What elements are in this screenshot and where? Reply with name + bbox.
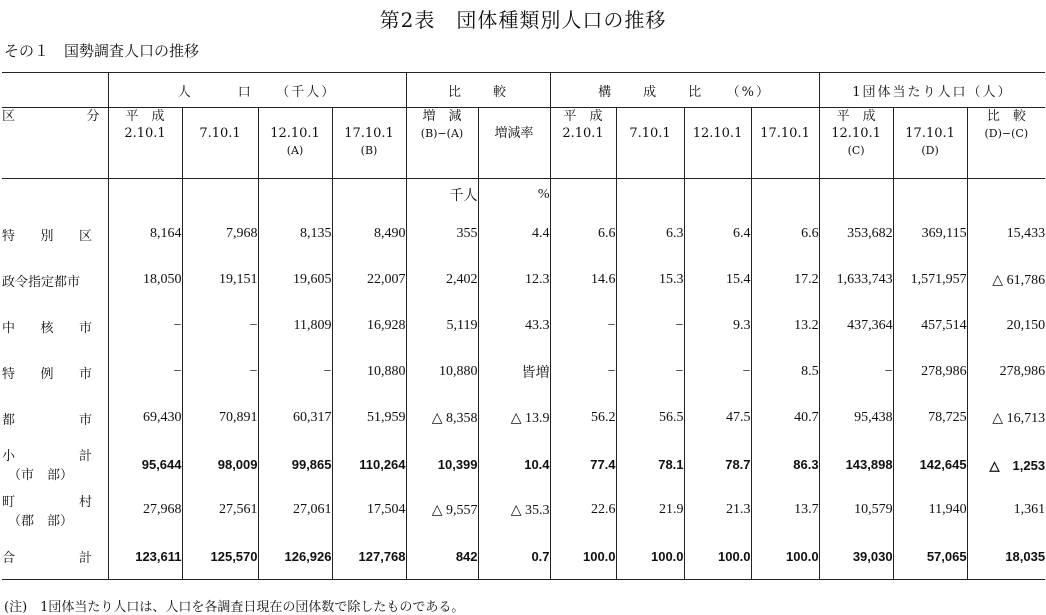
table-cell: 142,645	[893, 441, 967, 487]
group-compare-header: 比 較	[406, 73, 550, 108]
table-cell: −	[182, 303, 258, 349]
row-label: 中 核 市	[2, 303, 108, 349]
table-cell: 10,880	[332, 349, 406, 395]
table-subtitle: その１ 国勢調査人口の推移	[4, 42, 200, 60]
table-cell: 95,644	[108, 441, 182, 487]
table-cell: 22.6	[550, 487, 616, 533]
footnote: (注) 1団体当たり人口は、人口を各調査日現在の団体数で除したものである。	[4, 600, 465, 615]
table-row	[2, 257, 1045, 303]
table-cell: 125,570	[182, 533, 258, 580]
table-cell: 10,880	[406, 349, 478, 395]
table-cell: 355	[406, 211, 478, 257]
table-cell: 0.7	[478, 533, 550, 580]
table-cell: 27,968	[108, 487, 182, 533]
table-cell: 11,940	[893, 487, 967, 533]
unit-cell	[616, 179, 684, 212]
table-cell: 8,490	[332, 211, 406, 257]
row-label: 特 例 市	[2, 349, 108, 395]
table-cell: 99,865	[258, 441, 332, 487]
group-population-header: 人 口 （千人）	[108, 73, 406, 108]
table-cell: △ 9,557	[406, 487, 478, 533]
table-cell: 11,809	[258, 303, 332, 349]
unit-rate: %	[478, 179, 550, 212]
table-row	[2, 441, 1045, 487]
row-label: 都 市	[2, 395, 108, 441]
table-cell: 78.1	[616, 441, 684, 487]
table-cell: 8.5	[751, 349, 819, 395]
unit-cell	[819, 179, 893, 212]
group-ratio-header: 構 成 比 （%）	[550, 73, 819, 108]
table-cell: 47.5	[684, 395, 751, 441]
table-cell: 15.3	[616, 257, 684, 303]
table-cell: −	[616, 303, 684, 349]
table-cell: 皆増	[478, 349, 550, 395]
table-cell: −	[550, 303, 616, 349]
table-cell: 21.3	[684, 487, 751, 533]
table-cell: 43.3	[478, 303, 550, 349]
table-cell: −	[258, 349, 332, 395]
table-cell: 842	[406, 533, 478, 580]
table-cell: 70,891	[182, 395, 258, 441]
table-cell: 16,928	[332, 303, 406, 349]
table-cell: 10,579	[819, 487, 893, 533]
table-cell: 369,115	[893, 211, 967, 257]
table-cell: 7,968	[182, 211, 258, 257]
table-cell: 1,633,743	[819, 257, 893, 303]
table-row	[2, 395, 1045, 441]
unit-change: 千人	[406, 179, 478, 212]
table-cell: 100.0	[550, 533, 616, 580]
table-cell: 60,317	[258, 395, 332, 441]
kubun-header: 区 分	[2, 108, 108, 179]
row-label: 合 計	[2, 533, 108, 580]
kubun-header-top	[2, 73, 108, 108]
table-cell: 457,514	[893, 303, 967, 349]
table-cell: 56.2	[550, 395, 616, 441]
column-header-1: 7.10.1	[182, 108, 258, 179]
table-row	[2, 303, 1045, 349]
table-cell: 14.6	[550, 257, 616, 303]
table-cell: 110,264	[332, 441, 406, 487]
table-cell: △ 16,713	[992, 410, 1046, 426]
table-cell: 13.2	[751, 303, 819, 349]
table-cell: −	[182, 349, 258, 395]
table-cell: 21.9	[616, 487, 684, 533]
group-per-entity-header: 1団体当たり人口（人）	[819, 73, 1045, 108]
table-cell: 8,164	[108, 211, 182, 257]
table-cell: 8,135	[258, 211, 332, 257]
table-cell: 100.0	[616, 533, 684, 580]
table-cell: 98,009	[182, 441, 258, 487]
column-header-8: 12.10.1	[684, 108, 751, 179]
table-cell: 18,050	[108, 257, 182, 303]
row-label: 町 村 （郡 部）	[2, 487, 108, 533]
table-row	[2, 349, 1045, 395]
table-cell: −	[550, 349, 616, 395]
table-cell: 17.2	[751, 257, 819, 303]
table-cell: 13.7	[751, 487, 819, 533]
table-row	[2, 533, 1045, 580]
table-cell: △ 13.9	[478, 395, 550, 441]
table-cell: △ 35.3	[478, 487, 550, 533]
table-cell: 6.4	[684, 211, 751, 257]
unit-cell	[258, 179, 332, 212]
unit-cell	[893, 179, 967, 212]
table-cell: −	[684, 349, 751, 395]
table-cell: 78.7	[684, 441, 751, 487]
row-label: 政令指定都市	[2, 257, 108, 303]
table-cell: 10,399	[406, 441, 478, 487]
unit-cell	[751, 179, 819, 212]
table-cell: 10.4	[478, 441, 550, 487]
table-cell: 100.0	[751, 533, 819, 580]
table-cell: 17,504	[332, 487, 406, 533]
table-cell: 12.3	[478, 257, 550, 303]
row-label: 特 別 区	[2, 211, 108, 257]
table-cell: 4.4	[478, 211, 550, 257]
column-header-5: 増減率	[478, 108, 550, 179]
table-cell: 18,035	[1005, 548, 1046, 564]
population-table	[2, 72, 1045, 580]
column-header-0: 平 成 2.10.1	[108, 108, 182, 179]
column-header-9: 17.10.1	[751, 108, 819, 179]
unit-cell	[684, 179, 751, 212]
table-cell: 2,402	[406, 257, 478, 303]
table-cell: 69,430	[108, 395, 182, 441]
table-cell: 15,433	[1006, 226, 1046, 241]
table-cell: 56.5	[616, 395, 684, 441]
unit-cell	[967, 179, 1045, 212]
table-cell: 5,119	[406, 303, 478, 349]
column-header-7: 7.10.1	[616, 108, 684, 179]
column-header-10: 平 成 12.10.1 (C)	[819, 108, 893, 179]
table-cell: 278,986	[999, 364, 1046, 379]
table-cell: 51,959	[332, 395, 406, 441]
table-cell: 143,898	[819, 441, 893, 487]
table-cell: 78,725	[893, 395, 967, 441]
table-cell: −	[616, 349, 684, 395]
unit-cell	[182, 179, 258, 212]
table-cell: 6.3	[616, 211, 684, 257]
table-cell: 57,065	[893, 533, 967, 580]
column-header-4: 増 減 (B)−(A)	[406, 108, 478, 179]
table-cell: 39,030	[819, 533, 893, 580]
table-cell: 1,361	[1013, 502, 1046, 517]
column-header-2: 12.10.1 (A)	[258, 108, 332, 179]
table-cell: 353,682	[819, 211, 893, 257]
table-cell: 77.4	[550, 441, 616, 487]
table-cell: 19,151	[182, 257, 258, 303]
table-cell: 123,611	[108, 533, 182, 580]
table-row	[2, 487, 1045, 533]
column-header-3: 17.10.1 (B)	[332, 108, 406, 179]
table-cell: −	[819, 349, 893, 395]
table-row	[2, 211, 1045, 257]
table-cell: 278,986	[893, 349, 967, 395]
row-label: 小 計 （市 部）	[2, 441, 108, 487]
column-header-6: 平 成 2.10.1	[550, 108, 616, 179]
unit-cell	[108, 179, 182, 212]
table-cell: 27,061	[258, 487, 332, 533]
column-header-11: 17.10.1 (D)	[893, 108, 967, 179]
table-cell: 1,571,957	[893, 257, 967, 303]
column-header-12: 比 較 (D)−(C)	[967, 108, 1045, 179]
table-title: 第2表 団体種類別人口の推移	[379, 8, 667, 32]
table-cell: 22,007	[332, 257, 406, 303]
table-cell: 127,768	[332, 533, 406, 580]
table-cell: 126,926	[258, 533, 332, 580]
unit-cell	[2, 179, 108, 212]
unit-cell	[550, 179, 616, 212]
table-cell: 20,150	[1006, 318, 1046, 333]
table-cell: 6.6	[550, 211, 616, 257]
table-cell: −	[108, 349, 182, 395]
unit-cell	[332, 179, 406, 212]
table-cell: 95,438	[819, 395, 893, 441]
table-cell: −	[108, 303, 182, 349]
table-cell: △ 1,253	[989, 457, 1046, 473]
table-cell: 19,605	[258, 257, 332, 303]
table-cell: △ 8,358	[406, 395, 478, 441]
table-cell: 86.3	[751, 441, 819, 487]
table-cell: △ 61,786	[992, 272, 1046, 288]
table-cell: 27,561	[182, 487, 258, 533]
table-cell: 15.4	[684, 257, 751, 303]
table-cell: 6.6	[751, 211, 819, 257]
table-cell: 40.7	[751, 395, 819, 441]
table-cell: 9.3	[684, 303, 751, 349]
table-cell: 100.0	[684, 533, 751, 580]
table-cell: 437,364	[819, 303, 893, 349]
